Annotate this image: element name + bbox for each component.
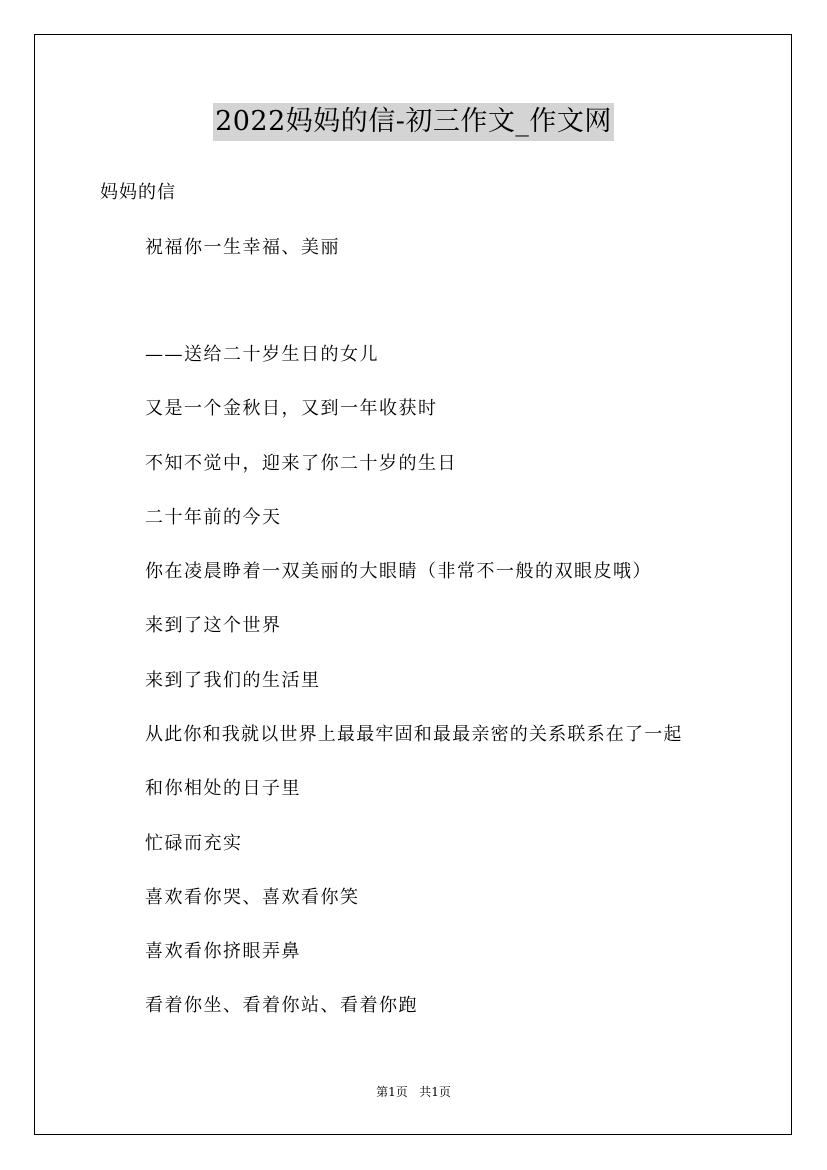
page-total: 共1页 [419,1085,451,1099]
paragraph-line: 看着你坐、看着你站、看着你跑 [145,995,418,1016]
paragraph-line: 来到了我们的生活里 [145,670,321,691]
paragraph-line: 你在凌晨睁着一双美丽的大眼睛（非常不一般的双眼皮哦） [145,561,652,582]
paragraph-line: ——送给二十岁生日的女儿 [145,344,379,365]
paragraph-line: 来到了这个世界 [145,615,282,636]
section-heading: 妈妈的信 [100,182,176,203]
page-footer [0,1084,827,1100]
paragraph-line: 忙碌而充实 [145,833,243,854]
paragraph-line: 喜欢看你挤眼弄鼻 [145,941,301,962]
title-container [0,103,827,141]
paragraph-line: 二十年前的今天 [145,507,282,528]
document-title: 2022妈妈的信-初三作文_作文网 [213,103,614,141]
paragraph-line: 祝福你一生幸福、美丽 [145,237,340,258]
paragraph-line: 又是一个金秋日，又到一年收获时 [145,398,438,419]
paragraph-line: 从此你和我就以世界上最最牢固和最最亲密的关系联系在了一起 [145,724,683,745]
paragraph-line: 和你相处的日子里 [145,778,301,799]
page-number: 第1页 [376,1085,408,1099]
paragraph-line: 不知不觉中，迎来了你二十岁的生日 [145,453,457,474]
paragraph-line: 喜欢看你哭、喜欢看你笑 [145,887,360,908]
